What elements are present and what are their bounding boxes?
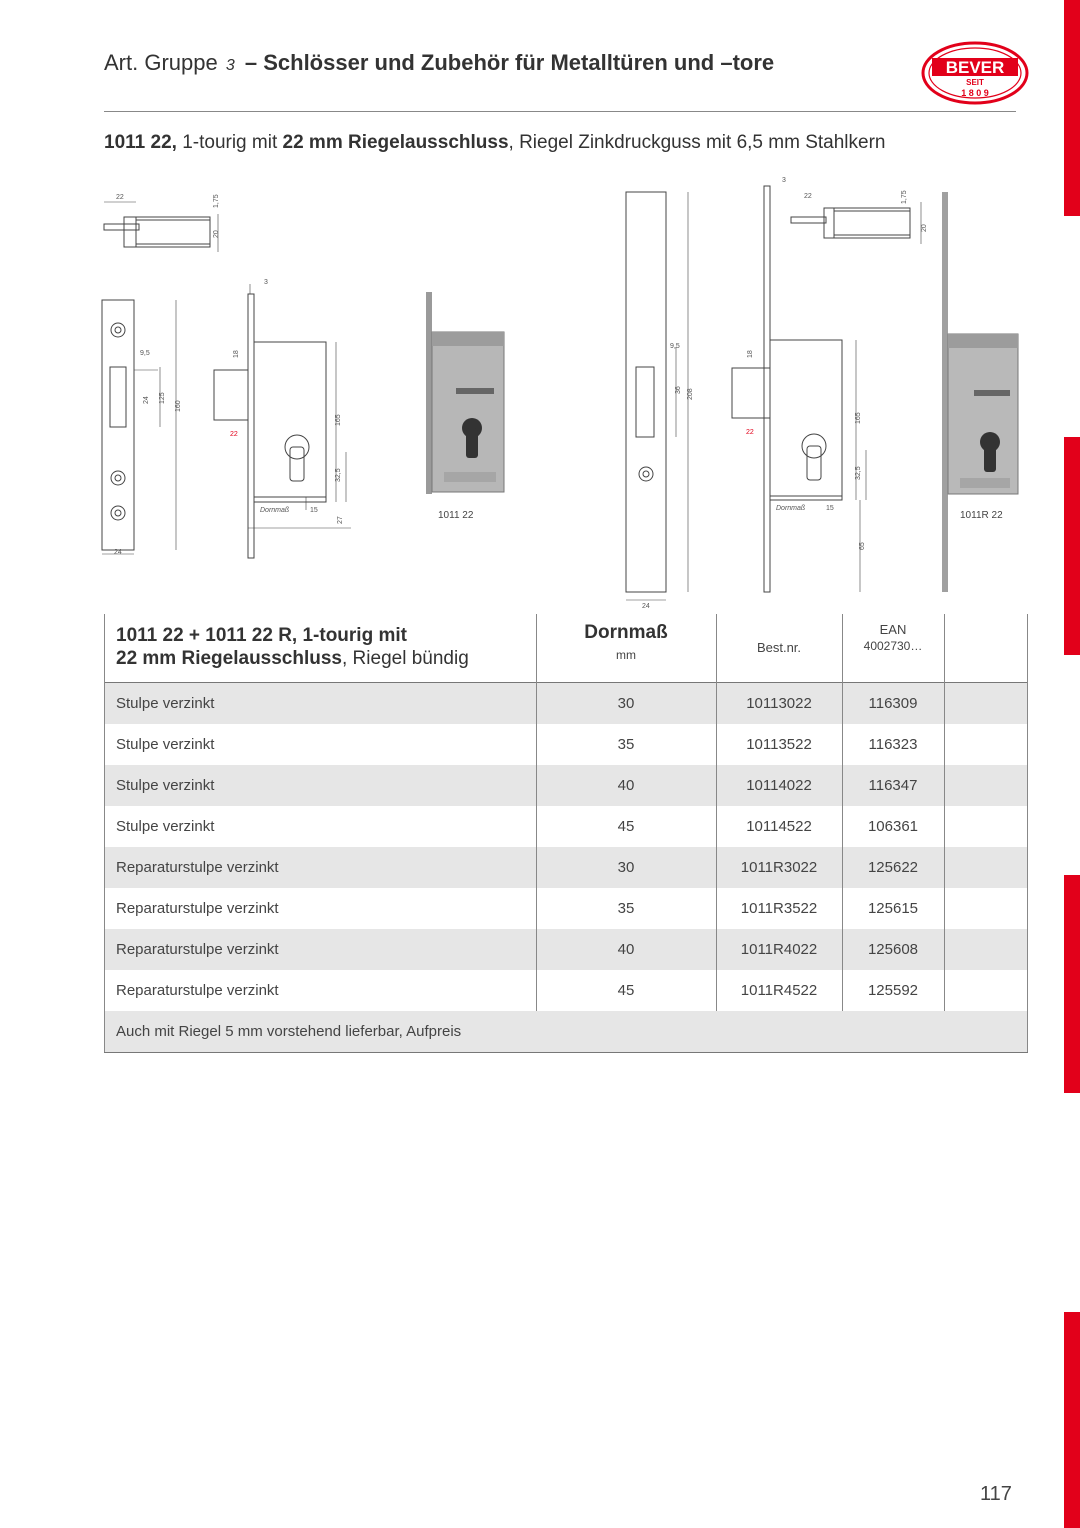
header-divider xyxy=(104,111,1016,112)
dim-label: 125 xyxy=(159,392,166,404)
row-ean: 116309 xyxy=(868,695,918,712)
dim-label: 165 xyxy=(335,414,342,426)
group-title: – Schlösser und Zubehör für Metalltüren und –tore xyxy=(244,50,775,75)
dim-label: 165 xyxy=(855,412,862,424)
dim-label-red: 22 xyxy=(230,431,238,438)
dim-label: 15 xyxy=(310,507,318,514)
row-bestnr: 1011R3522 xyxy=(740,900,818,917)
table-title-line1: 1011 22 + 1011 22 R, 1-tourig mit xyxy=(116,625,407,646)
dim-label: 18 xyxy=(233,350,240,358)
row-description: Reparaturstulpe verzinkt xyxy=(116,900,279,917)
row-ean: 116347 xyxy=(868,777,918,794)
bever-logo xyxy=(920,40,1030,106)
product-table xyxy=(104,614,1028,1053)
row-ean: 125592 xyxy=(867,982,919,999)
row-bestnr: 10114522 xyxy=(746,818,812,835)
col-dornmass-header xyxy=(536,622,716,662)
faceplate-middle xyxy=(626,192,688,600)
row-dornmass: 30 xyxy=(617,859,635,876)
row-dornmass: 35 xyxy=(617,900,635,917)
row-description: Stulpe verzinkt xyxy=(116,777,215,794)
row-bestnr: 10114022 xyxy=(746,777,812,794)
dim-label: 15 xyxy=(826,505,834,512)
logo-year: 1 8 0 9 xyxy=(961,88,989,98)
row-bestnr: 10113522 xyxy=(746,736,812,753)
dim-label: 1,75 xyxy=(213,194,220,208)
dim-label: 65 xyxy=(859,542,866,550)
group-number: 3 xyxy=(225,57,235,74)
row-bestnr: 1011R4522 xyxy=(740,982,818,999)
dim-label: 9,5 xyxy=(670,343,680,350)
table-row xyxy=(104,806,1028,847)
row-description: Stulpe verzinkt xyxy=(116,695,215,712)
dim-label: 24 xyxy=(114,549,122,556)
row-dornmass: 45 xyxy=(617,818,635,835)
col-divider xyxy=(716,614,717,1011)
row-dornmass: 45 xyxy=(617,982,635,999)
row-dornmass: 35 xyxy=(617,736,635,753)
table-row xyxy=(104,888,1028,929)
logo-word: BEVER xyxy=(945,58,1005,77)
col-ean-header xyxy=(842,622,944,653)
col-divider xyxy=(104,614,105,1052)
dim-label: 18 xyxy=(747,350,754,358)
row-bestnr: 1011R4022 xyxy=(740,941,818,958)
dim-label-red: 22 xyxy=(746,429,754,436)
bolt-detail-right xyxy=(791,202,921,244)
side-tab-1 xyxy=(1064,0,1080,216)
side-tab-3 xyxy=(1064,875,1080,1093)
row-ean: 125608 xyxy=(867,941,919,958)
row-bestnr: 10113022 xyxy=(746,695,812,712)
col-divider xyxy=(842,614,843,1011)
row-description: Stulpe verzinkt xyxy=(116,736,215,753)
table-title xyxy=(116,624,469,670)
col-divider xyxy=(944,614,945,1011)
col-bestnr-header: Best.nr. xyxy=(756,640,802,655)
side-tab-2 xyxy=(1064,437,1080,655)
group-prefix: Art. Gruppe xyxy=(104,50,218,75)
faceplate-left xyxy=(102,300,176,554)
row-bestnr: 1011R3022 xyxy=(740,859,818,876)
bolt-detail-left xyxy=(104,202,218,252)
table-note xyxy=(104,1011,1028,1053)
table-header xyxy=(104,614,1028,683)
dim-label: 20 xyxy=(213,230,220,238)
dim-label: Dornmaß xyxy=(776,505,806,512)
table-row xyxy=(104,847,1028,888)
dim-label: 22 xyxy=(804,193,812,200)
dim-label: 1,75 xyxy=(901,190,908,204)
product-subtitle xyxy=(104,132,885,154)
table-title-flush: , Riegel bündig xyxy=(342,648,469,669)
dim-label: 160 xyxy=(175,400,182,412)
table-row xyxy=(104,765,1028,806)
table-row xyxy=(104,970,1028,1011)
dim-label: 9,5 xyxy=(140,350,150,357)
logo-seit: SEIT xyxy=(966,78,984,87)
dim-label: 24 xyxy=(143,396,150,404)
row-dornmass: 40 xyxy=(617,941,635,958)
photo-label-1: 1011 22 xyxy=(438,510,474,521)
dornmass-unit: mm xyxy=(616,648,636,662)
dim-label: 27 xyxy=(337,516,344,524)
subtitle-material: , Riegel Zinkdruckguss mit 6,5 mm Stahlkern xyxy=(508,132,886,153)
ean-label: EAN xyxy=(879,622,907,637)
dim-label: 36 xyxy=(675,386,682,394)
side-tab-4 xyxy=(1064,1312,1080,1528)
dim-label: 32,5 xyxy=(855,466,862,480)
dim-label: 20 xyxy=(921,224,928,232)
lock-body-right xyxy=(732,186,866,592)
row-dornmass: 40 xyxy=(617,777,635,794)
table-row xyxy=(104,724,1028,765)
col-divider xyxy=(1027,614,1028,1052)
row-ean: 116323 xyxy=(868,736,918,753)
table-row xyxy=(104,929,1028,970)
row-description: Reparaturstulpe verzinkt xyxy=(116,982,279,999)
row-description: Reparaturstulpe verzinkt xyxy=(116,859,279,876)
dornmass-label: Dornmaß xyxy=(584,622,668,643)
note-text: Auch mit Riegel 5 mm vorstehend lieferbar, Aufpreis xyxy=(116,1023,462,1040)
dim-label: 3 xyxy=(264,279,268,286)
dim-label: 22 xyxy=(116,194,124,201)
page-title xyxy=(104,50,774,76)
subtitle-tourig: 1-tourig mit xyxy=(176,132,283,153)
row-description: Stulpe verzinkt xyxy=(116,818,215,835)
dim-label: Dornmaß xyxy=(260,507,290,514)
row-ean: 125615 xyxy=(867,900,919,917)
row-ean: 106361 xyxy=(867,818,919,835)
row-ean: 125622 xyxy=(867,859,919,876)
photo-label-2: 1011R 22 xyxy=(960,510,1003,521)
dim-label: 24 xyxy=(642,603,650,610)
table-title-bolt: 22 mm Riegelausschluss xyxy=(116,648,342,669)
col-divider xyxy=(536,614,537,1011)
subtitle-bolt: 22 mm Riegelausschluss xyxy=(282,132,509,153)
lock-photo-1011-22 xyxy=(426,292,504,494)
page-number: 117 xyxy=(980,1483,1012,1505)
subtitle-article: 1011 22, xyxy=(104,132,177,153)
technical-drawings xyxy=(96,172,1036,612)
row-description: Reparaturstulpe verzinkt xyxy=(116,941,279,958)
lock-photo-1011r-22 xyxy=(942,192,1018,592)
lock-body-left xyxy=(214,284,351,558)
ean-prefix: 4002730… xyxy=(863,639,923,653)
table-row xyxy=(104,683,1028,724)
dim-label: 32,5 xyxy=(335,468,342,482)
dim-label: 3 xyxy=(782,177,786,184)
dim-label: 208 xyxy=(687,388,694,400)
row-dornmass: 30 xyxy=(617,695,635,712)
